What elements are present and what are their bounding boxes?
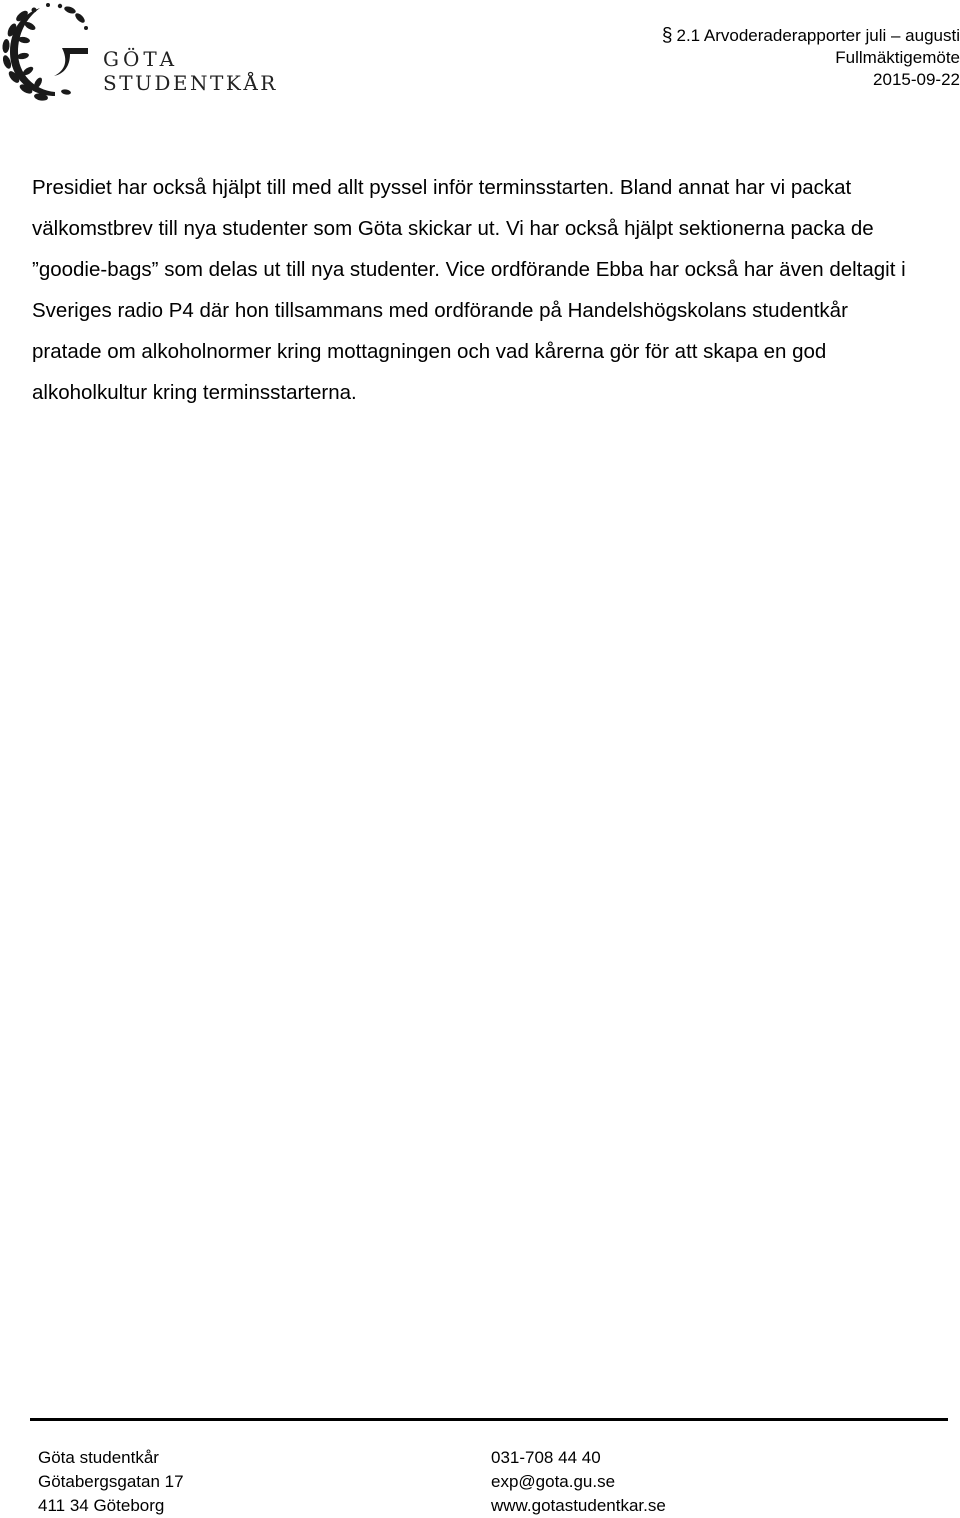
footer-street: Götabergsgatan 17	[38, 1472, 184, 1491]
meeting-name: Fullmäktigemöte	[835, 48, 960, 67]
footer-org-name: Göta studentkår	[38, 1448, 159, 1467]
laurel-wreath-icon	[0, 0, 100, 104]
footer-city: 411 34 Göteborg	[38, 1496, 165, 1515]
logo-text-line2: STUDENTKÅR	[103, 71, 278, 95]
footer-website: www.gotastudentkar.se	[491, 1496, 666, 1515]
logo-text-line1: GÖTA	[103, 47, 179, 71]
footer-email: exp@gota.gu.se	[491, 1472, 616, 1491]
meeting-date: 2015-09-22	[873, 70, 960, 89]
document-header	[662, 25, 960, 91]
report-paragraph: Presidiet har också hjälpt till med allt pyssel inför terminsstarten. Bland annat har vi packat välkomstbrev till nya studenter som Göta skickar ut. Vi har också hjälpt sektionerna packa de ”goodie-bags” som delas ut till nya studenter. Vice ordförande Ebba har också har även deltagit i Sveriges radio P4 där hon tillsammans med ordförande på Handelshögskolans studentkår pratade om alkoholnormer kring mottagningen och vad kårerna gör för att skapa en god alkoholkultur kring terminsstarterna.	[32, 176, 906, 404]
footer-address	[38, 1446, 184, 1518]
footer-contact	[491, 1446, 666, 1518]
footer-phone: 031-708 44 40	[491, 1448, 601, 1467]
agenda-item-label: 2.1 Arvoderaderapporter juli – augusti	[676, 26, 960, 45]
section-symbol: §	[661, 25, 673, 46]
agenda-item-title	[662, 25, 960, 47]
logo	[0, 0, 278, 105]
report-body	[32, 167, 912, 413]
footer-divider	[30, 1418, 948, 1421]
